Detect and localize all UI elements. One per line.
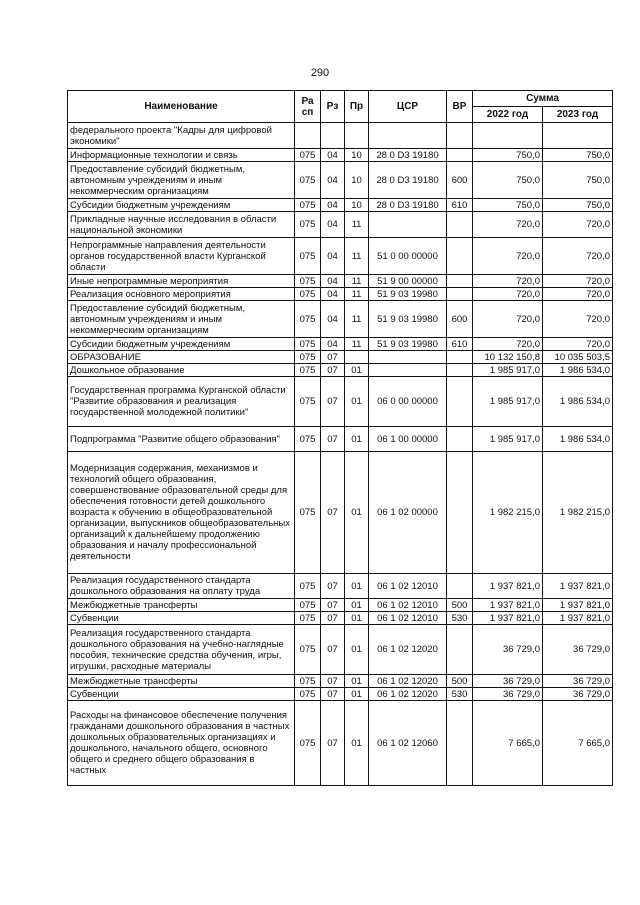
row-csr: 06 1 02 12020 bbox=[369, 675, 447, 688]
row-csr: 28 0 D3 19180 bbox=[369, 199, 447, 212]
row-amount-2022: 10 132 150,8 bbox=[473, 351, 543, 364]
row-csr: 51 9 03 19980 bbox=[369, 338, 447, 351]
row-amount-2023: 720,0 bbox=[543, 288, 613, 301]
row-amount-2023: 750,0 bbox=[543, 162, 613, 199]
row-pr: 01 bbox=[345, 427, 369, 452]
row-pr bbox=[345, 351, 369, 364]
row-amount-2022: 720,0 bbox=[473, 275, 543, 288]
table-row bbox=[68, 377, 613, 427]
row-vr: 530 bbox=[447, 612, 473, 625]
row-rz: 07 bbox=[321, 612, 345, 625]
table-row bbox=[68, 162, 613, 199]
row-vr: 610 bbox=[447, 199, 473, 212]
row-rs: 075 bbox=[295, 275, 321, 288]
row-csr: 51 0 00 00000 bbox=[369, 238, 447, 275]
row-pr: 11 bbox=[345, 238, 369, 275]
row-pr: 11 bbox=[345, 288, 369, 301]
row-rs: 075 bbox=[295, 149, 321, 162]
row-rz bbox=[321, 123, 345, 149]
row-amount-2023: 1 986 534,0 bbox=[543, 427, 613, 452]
header-rz: Рз bbox=[321, 91, 345, 123]
row-rs: 075 bbox=[295, 377, 321, 427]
table-row bbox=[68, 238, 613, 275]
row-amount-2022: 1 937 821,0 bbox=[473, 599, 543, 612]
row-name: федерального проекта "Кадры для цифровой экономики" bbox=[68, 123, 295, 149]
row-rs: 075 bbox=[295, 701, 321, 786]
table-row bbox=[68, 599, 613, 612]
row-rz: 07 bbox=[321, 364, 345, 377]
row-pr: 01 bbox=[345, 599, 369, 612]
row-rz: 07 bbox=[321, 688, 345, 701]
row-csr: 06 1 02 12060 bbox=[369, 701, 447, 786]
row-amount-2022: 720,0 bbox=[473, 288, 543, 301]
row-rs: 075 bbox=[295, 612, 321, 625]
row-pr: 01 bbox=[345, 701, 369, 786]
row-rs: 075 bbox=[295, 351, 321, 364]
row-pr: 01 bbox=[345, 377, 369, 427]
header-year-2022: 2022 год bbox=[473, 107, 543, 123]
row-amount-2023: 1 937 821,0 bbox=[543, 599, 613, 612]
table-header bbox=[68, 91, 613, 123]
row-pr: 01 bbox=[345, 574, 369, 599]
row-csr: 06 1 02 00000 bbox=[369, 452, 447, 574]
row-name: Субсидии бюджетным учреждениям bbox=[68, 338, 295, 351]
row-amount-2022: 36 729,0 bbox=[473, 688, 543, 701]
table-row bbox=[68, 212, 613, 238]
row-pr: 01 bbox=[345, 688, 369, 701]
row-name: Реализация государственного стандарта дошкольного образования на учебно-наглядные пособия, технические средства обучения, игры, игрушки, расходные материалы bbox=[68, 625, 295, 675]
header-rs: Ра сп bbox=[295, 91, 321, 123]
header-sum: Сумма bbox=[473, 91, 613, 107]
row-rs: 075 bbox=[295, 675, 321, 688]
row-name: Субсидии бюджетным учреждениям bbox=[68, 199, 295, 212]
row-rz: 04 bbox=[321, 338, 345, 351]
row-amount-2023: 1 937 821,0 bbox=[543, 612, 613, 625]
row-amount-2023: 10 035 503,5 bbox=[543, 351, 613, 364]
row-name: Субвенции bbox=[68, 612, 295, 625]
row-csr bbox=[369, 212, 447, 238]
table-row bbox=[68, 123, 613, 149]
row-amount-2023: 1 986 534,0 bbox=[543, 364, 613, 377]
row-csr: 51 9 00 00000 bbox=[369, 275, 447, 288]
row-pr: 10 bbox=[345, 162, 369, 199]
row-amount-2023: 750,0 bbox=[543, 199, 613, 212]
row-pr: 11 bbox=[345, 212, 369, 238]
row-rs: 075 bbox=[295, 625, 321, 675]
header-csr: ЦСР bbox=[369, 91, 447, 123]
row-amount-2022: 1 985 917,0 bbox=[473, 377, 543, 427]
row-amount-2023: 1 986 534,0 bbox=[543, 377, 613, 427]
row-csr bbox=[369, 123, 447, 149]
row-csr: 06 1 02 12010 bbox=[369, 599, 447, 612]
row-vr bbox=[447, 625, 473, 675]
row-amount-2022: 750,0 bbox=[473, 149, 543, 162]
row-rs: 075 bbox=[295, 162, 321, 199]
row-csr: 06 0 00 00000 bbox=[369, 377, 447, 427]
row-vr: 500 bbox=[447, 599, 473, 612]
row-amount-2022: 720,0 bbox=[473, 301, 543, 338]
row-vr bbox=[447, 288, 473, 301]
row-rz: 04 bbox=[321, 288, 345, 301]
row-amount-2022: 750,0 bbox=[473, 162, 543, 199]
row-rs: 075 bbox=[295, 427, 321, 452]
row-rz: 07 bbox=[321, 675, 345, 688]
row-name: Субвенции bbox=[68, 688, 295, 701]
table-row bbox=[68, 688, 613, 701]
table-row bbox=[68, 149, 613, 162]
row-amount-2022 bbox=[473, 123, 543, 149]
table-row bbox=[68, 301, 613, 338]
row-name: Предоставление субсидий бюджетным, автономным учреждениям и иным некоммерческим организациям bbox=[68, 301, 295, 338]
row-rs: 075 bbox=[295, 338, 321, 351]
row-rz: 04 bbox=[321, 199, 345, 212]
row-vr bbox=[447, 452, 473, 574]
row-rs: 075 bbox=[295, 574, 321, 599]
row-rs: 075 bbox=[295, 301, 321, 338]
row-amount-2022: 1 937 821,0 bbox=[473, 612, 543, 625]
row-vr: 530 bbox=[447, 688, 473, 701]
row-vr bbox=[447, 123, 473, 149]
row-amount-2022: 36 729,0 bbox=[473, 675, 543, 688]
row-amount-2023: 720,0 bbox=[543, 338, 613, 351]
row-pr: 01 bbox=[345, 452, 369, 574]
row-vr bbox=[447, 427, 473, 452]
row-csr: 06 1 00 00000 bbox=[369, 427, 447, 452]
row-pr: 01 bbox=[345, 675, 369, 688]
row-rz: 07 bbox=[321, 351, 345, 364]
row-vr bbox=[447, 212, 473, 238]
table-row bbox=[68, 351, 613, 364]
row-csr: 06 1 02 12020 bbox=[369, 625, 447, 675]
row-rs: 075 bbox=[295, 199, 321, 212]
row-amount-2022: 7 665,0 bbox=[473, 701, 543, 786]
row-amount-2022: 720,0 bbox=[473, 212, 543, 238]
row-vr bbox=[447, 238, 473, 275]
row-amount-2023: 1 937 821,0 bbox=[543, 574, 613, 599]
row-rs bbox=[295, 123, 321, 149]
row-vr bbox=[447, 574, 473, 599]
row-rz: 04 bbox=[321, 301, 345, 338]
row-rz: 07 bbox=[321, 701, 345, 786]
row-csr: 51 9 03 19980 bbox=[369, 301, 447, 338]
row-rz: 07 bbox=[321, 377, 345, 427]
table-row bbox=[68, 452, 613, 574]
page-number: 290 bbox=[310, 67, 330, 79]
row-vr: 610 bbox=[447, 338, 473, 351]
row-amount-2022: 36 729,0 bbox=[473, 625, 543, 675]
table-row bbox=[68, 701, 613, 786]
row-rz: 04 bbox=[321, 162, 345, 199]
row-amount-2022: 720,0 bbox=[473, 238, 543, 275]
row-rs: 075 bbox=[295, 238, 321, 275]
table-row bbox=[68, 612, 613, 625]
row-csr: 06 1 02 12010 bbox=[369, 612, 447, 625]
row-rs: 075 bbox=[295, 212, 321, 238]
row-vr bbox=[447, 701, 473, 786]
row-name: Межбюджетные трансферты bbox=[68, 599, 295, 612]
row-pr: 01 bbox=[345, 625, 369, 675]
row-vr bbox=[447, 351, 473, 364]
row-amount-2022: 1 985 917,0 bbox=[473, 427, 543, 452]
row-amount-2023: 36 729,0 bbox=[543, 625, 613, 675]
row-csr: 28 0 D3 19180 bbox=[369, 162, 447, 199]
row-amount-2023 bbox=[543, 123, 613, 149]
row-rs: 075 bbox=[295, 688, 321, 701]
row-csr bbox=[369, 351, 447, 364]
row-amount-2022: 750,0 bbox=[473, 199, 543, 212]
row-name: Предоставление субсидий бюджетным, автономным учреждениям и иным некоммерческим организациям bbox=[68, 162, 295, 199]
row-pr: 10 bbox=[345, 149, 369, 162]
header-pr: Пр bbox=[345, 91, 369, 123]
table-row bbox=[68, 574, 613, 599]
row-pr: 11 bbox=[345, 275, 369, 288]
row-vr: 600 bbox=[447, 301, 473, 338]
row-rs: 075 bbox=[295, 452, 321, 574]
row-name: Межбюджетные трансферты bbox=[68, 675, 295, 688]
row-name: Дошкольное образование bbox=[68, 364, 295, 377]
row-vr bbox=[447, 149, 473, 162]
row-pr: 01 bbox=[345, 364, 369, 377]
table-row bbox=[68, 675, 613, 688]
row-amount-2023: 720,0 bbox=[543, 301, 613, 338]
row-rz: 07 bbox=[321, 427, 345, 452]
row-rz: 07 bbox=[321, 625, 345, 675]
row-amount-2023: 720,0 bbox=[543, 212, 613, 238]
row-vr: 500 bbox=[447, 675, 473, 688]
row-name: Подпрограмма "Развитие общего образования" bbox=[68, 427, 295, 452]
row-amount-2023: 7 665,0 bbox=[543, 701, 613, 786]
row-pr: 01 bbox=[345, 612, 369, 625]
row-amount-2023: 36 729,0 bbox=[543, 688, 613, 701]
table-row bbox=[68, 427, 613, 452]
row-vr: 600 bbox=[447, 162, 473, 199]
row-csr bbox=[369, 364, 447, 377]
budget-table bbox=[67, 90, 613, 786]
row-amount-2022: 1 982 215,0 bbox=[473, 452, 543, 574]
row-pr: 11 bbox=[345, 338, 369, 351]
row-name: Реализация основного мероприятия bbox=[68, 288, 295, 301]
table-row bbox=[68, 625, 613, 675]
row-pr bbox=[345, 123, 369, 149]
row-rz: 04 bbox=[321, 275, 345, 288]
table-row bbox=[68, 275, 613, 288]
row-rs: 075 bbox=[295, 599, 321, 612]
row-name: Информационные технологии и связь bbox=[68, 149, 295, 162]
header-name: Наименование bbox=[68, 91, 295, 123]
row-name: Модернизация содержания, механизмов и технологий общего образования, совершенствование образовательной среды для обеспечения готовности детей дошкольного возраста к обучению в общеобразовательной организации, выпускников общеобразовательных организаций к дальнейшему продолжению образования и началу профессиональной деятельности bbox=[68, 452, 295, 574]
row-name: Непрограммные направления деятельности органов государственной власти Курганской области bbox=[68, 238, 295, 275]
row-name: Иные непрограммные мероприятия bbox=[68, 275, 295, 288]
row-rz: 07 bbox=[321, 599, 345, 612]
row-amount-2023: 1 982 215,0 bbox=[543, 452, 613, 574]
row-rs: 075 bbox=[295, 364, 321, 377]
row-vr bbox=[447, 377, 473, 427]
row-pr: 11 bbox=[345, 301, 369, 338]
row-rz: 04 bbox=[321, 149, 345, 162]
row-rz: 07 bbox=[321, 574, 345, 599]
row-csr: 51 9 03 19980 bbox=[369, 288, 447, 301]
row-amount-2022: 1 937 821,0 bbox=[473, 574, 543, 599]
table-row bbox=[68, 364, 613, 377]
row-amount-2022: 1 985 917,0 bbox=[473, 364, 543, 377]
row-pr: 10 bbox=[345, 199, 369, 212]
header-year-2023: 2023 год bbox=[543, 107, 613, 123]
table-row bbox=[68, 338, 613, 351]
row-name: Государственная программа Курганской области "Развитие образования и реализация государственной молодежной политики" bbox=[68, 377, 295, 427]
row-rz: 04 bbox=[321, 212, 345, 238]
row-amount-2023: 36 729,0 bbox=[543, 675, 613, 688]
row-csr: 28 0 D3 19180 bbox=[369, 149, 447, 162]
row-rs: 075 bbox=[295, 288, 321, 301]
row-name: ОБРАЗОВАНИЕ bbox=[68, 351, 295, 364]
row-vr bbox=[447, 364, 473, 377]
row-name: Реализация государственного стандарта дошкольного образования на оплату труда bbox=[68, 574, 295, 599]
table-row bbox=[68, 199, 613, 212]
row-csr: 06 1 02 12020 bbox=[369, 688, 447, 701]
row-name: Расходы на финансовое обеспечение получения гражданами дошкольного образования в частных дошкольных образовательных организациях и дошкольного, начального общего, основного общего и среднего общего образования в частных bbox=[68, 701, 295, 786]
table-body bbox=[68, 123, 613, 786]
row-csr: 06 1 02 12010 bbox=[369, 574, 447, 599]
row-amount-2023: 750,0 bbox=[543, 149, 613, 162]
header-vr: ВР bbox=[447, 91, 473, 123]
table-row bbox=[68, 288, 613, 301]
row-rz: 04 bbox=[321, 238, 345, 275]
row-amount-2023: 720,0 bbox=[543, 238, 613, 275]
row-name: Прикладные научные исследования в области национальной экономики bbox=[68, 212, 295, 238]
row-amount-2023: 720,0 bbox=[543, 275, 613, 288]
row-vr bbox=[447, 275, 473, 288]
row-amount-2022: 720,0 bbox=[473, 338, 543, 351]
row-rz: 07 bbox=[321, 452, 345, 574]
